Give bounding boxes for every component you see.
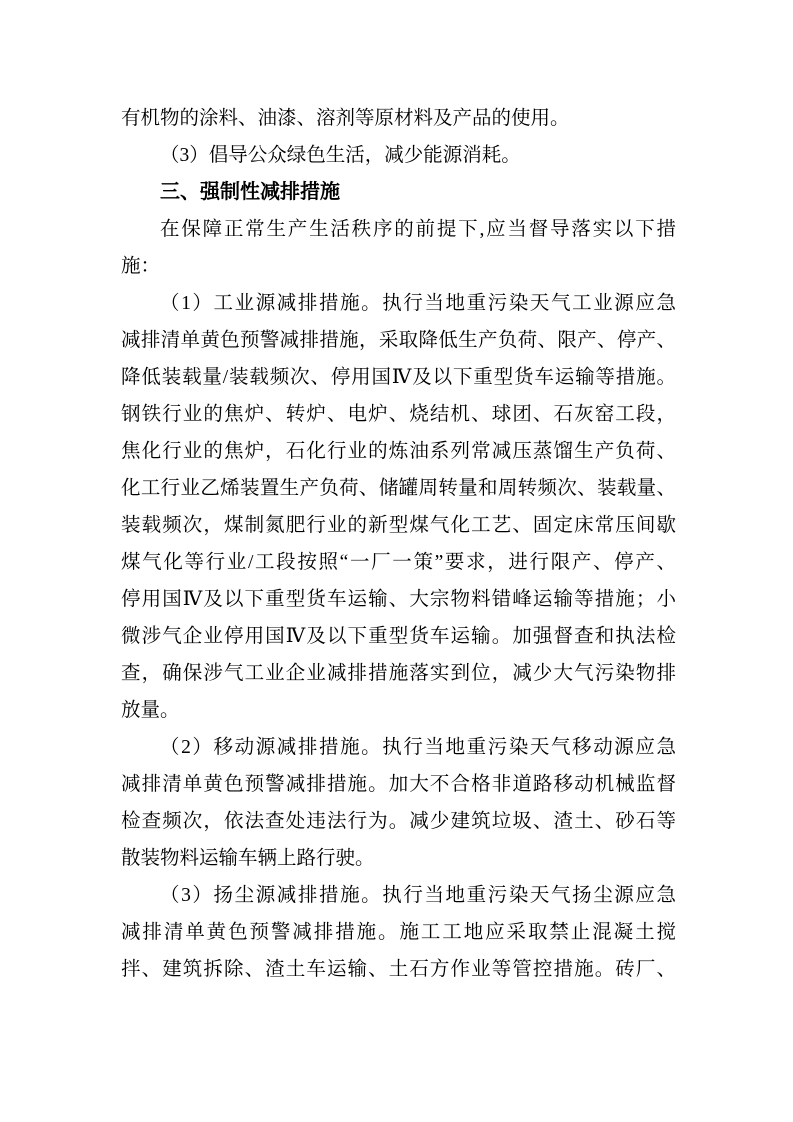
paragraph [121,729,676,877]
text-line: （3）扬尘源减排措施。执行当地重污染天气扬尘源应急 [160,885,676,906]
text-line: 在保障正常生产生活秩序的前提下,应当督导落实以下措 [160,219,676,240]
text-line: 减排清单黄色预警减排措施，采取降低生产负荷、限产、停产、 [121,330,676,351]
text-line: 停用国Ⅳ及以下重型货车运输、大宗物料错峰运输等措施；小 [121,589,676,610]
text-line: 化工行业乙烯装置生产负荷、储罐周转量和周转频次、装载量、 [121,478,676,499]
text-line: 煤气化等行业/工段按照“一厂一策”要求，进行限产、停产、 [121,552,676,573]
document-body [121,100,676,988]
text-line: （3）倡导公众绿色生活，减少能源消耗。 [160,145,521,166]
text-line: 放量。 [121,700,180,721]
text-line: 查，确保涉气工业企业减排措施落实到位，减少大气污染物排 [121,663,676,684]
text-line: （1）工业源减排措施。执行当地重污染天气工业源应急 [160,293,676,314]
text-line: 微涉气企业停用国Ⅳ及以下重型货车运输。加强督查和执法检 [121,626,676,647]
text-line: 散装物料运输车辆上路行驶。 [121,848,375,869]
text-line: 有机物的涂料、油漆、溶剂等原材料及产品的使用。 [121,108,570,129]
text-line: 焦化行业的焦炉，石化行业的炼油系列常减压蒸馏生产负荷、 [121,441,676,462]
text-line: 施： [121,256,161,277]
text-line: 降低装载量/装载频次、停用国Ⅳ及以下重型货车运输等措施。 [121,367,676,388]
paragraph [121,137,676,174]
paragraph [121,174,676,211]
text-line: 拌、建筑拆除、渣土车运输、土石方作业等管控措施。砖厂、 [121,959,676,980]
paragraph [121,877,676,988]
text-line: 减排清单黄色预警减排措施。施工工地应采取禁止混凝土搅 [121,922,676,943]
text-line: 减排清单黄色预警减排措施。加大不合格非道路移动机械监督 [121,774,676,795]
text-line: 钢铁行业的焦炉、转炉、电炉、烧结机、球团、石灰窑工段， [121,404,676,425]
paragraph [121,211,676,285]
section-heading: 三、强制性减排措施 [160,181,340,203]
text-line: 检查频次，依法查处违法行为。减少建筑垃圾、渣土、砂石等 [121,811,676,832]
text-line: 装载频次，煤制氮肥行业的新型煤气化工艺、固定床常压间歇 [121,515,676,536]
paragraph [121,285,676,729]
text-line: （2）移动源减排措施。执行当地重污染天气移动源应急 [160,737,676,758]
paragraph [121,100,676,137]
